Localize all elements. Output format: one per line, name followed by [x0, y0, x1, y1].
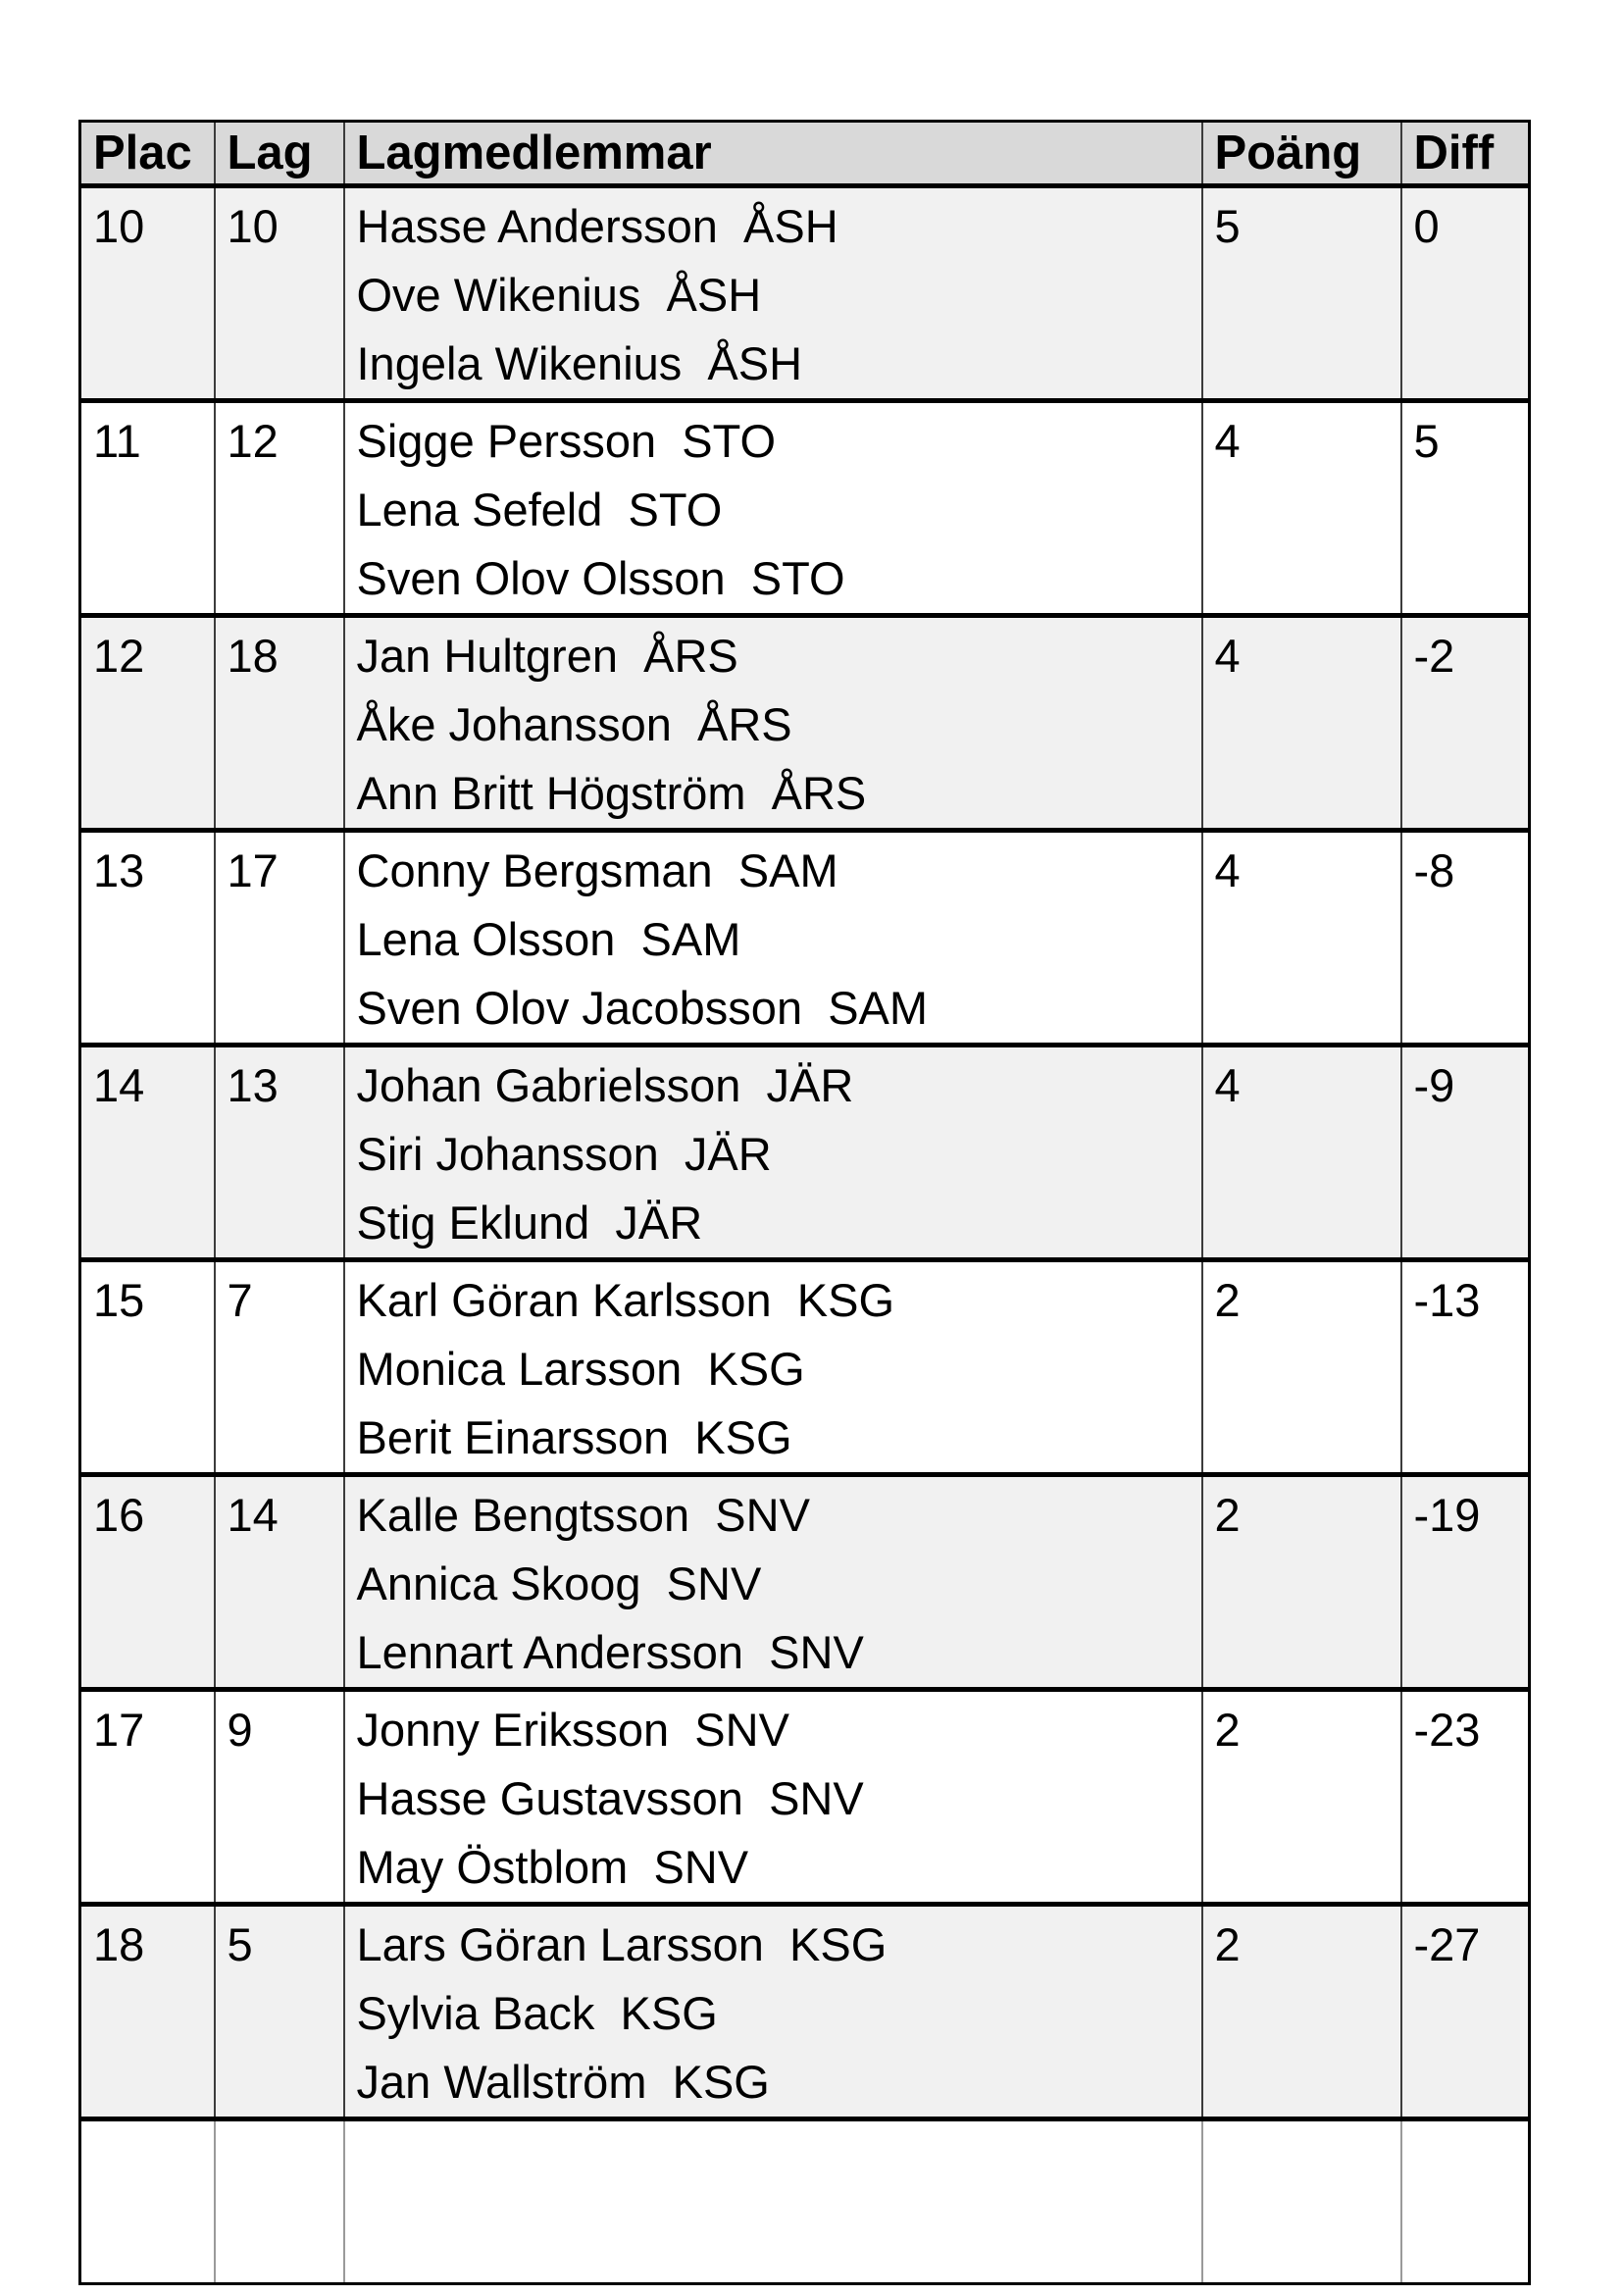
members-cell — [344, 186, 1202, 401]
plac-cell: 14 — [80, 1046, 215, 1260]
members-cell — [344, 616, 1202, 831]
table-row — [80, 1690, 1530, 1905]
poang-cell: 2 — [1202, 1690, 1401, 1905]
member-line: Berit Einarsson KSG — [356, 1411, 792, 1463]
lag-cell: 14 — [215, 1475, 344, 1690]
members-cell — [344, 2119, 1202, 2284]
poang-cell: 4 — [1202, 401, 1401, 616]
column-header-lagmedlemmar: Lagmedlemmar — [344, 122, 1202, 186]
poang-cell: 4 — [1202, 616, 1401, 831]
diff-cell: 0 — [1401, 186, 1530, 401]
members-cell — [344, 401, 1202, 616]
column-header-poang: Poäng — [1202, 122, 1401, 186]
member-line: Annica Skoog SNV — [356, 1557, 762, 1609]
plac-cell: 16 — [80, 1475, 215, 1690]
member-line: Johan Gabrielsson JÄR — [356, 1059, 854, 1111]
poang-cell: 2 — [1202, 1475, 1401, 1690]
members-cell — [344, 1905, 1202, 2119]
diff-cell: -23 — [1401, 1690, 1530, 1905]
lag-cell: 17 — [215, 831, 344, 1046]
table-row — [80, 1475, 1530, 1690]
table-header — [80, 122, 1530, 186]
plac-cell: 18 — [80, 1905, 215, 2119]
members-cell — [344, 1690, 1202, 1905]
lag-cell: 9 — [215, 1690, 344, 1905]
table-row — [80, 186, 1530, 401]
column-header-lag: Lag — [215, 122, 344, 186]
plac-cell: 12 — [80, 616, 215, 831]
lag-cell: 10 — [215, 186, 344, 401]
table-row — [80, 1905, 1530, 2119]
lag-cell — [215, 2119, 344, 2284]
plac-cell: 11 — [80, 401, 215, 616]
table-row — [80, 831, 1530, 1046]
poang-cell: 5 — [1202, 186, 1401, 401]
lag-cell: 13 — [215, 1046, 344, 1260]
member-line: Lena Olsson SAM — [356, 913, 741, 965]
table-row — [80, 1046, 1530, 1260]
lag-cell: 7 — [215, 1260, 344, 1475]
diff-cell: -2 — [1401, 616, 1530, 831]
diff-cell: 5 — [1401, 401, 1530, 616]
member-line: May Östblom SNV — [356, 1841, 749, 1893]
poang-cell: 2 — [1202, 1260, 1401, 1475]
diff-cell: -9 — [1401, 1046, 1530, 1260]
diff-cell: -27 — [1401, 1905, 1530, 2119]
member-line: Lennart Andersson SNV — [356, 1626, 864, 1678]
header-row — [80, 122, 1530, 186]
member-line: Ingela Wikenius ÅSH — [356, 337, 803, 389]
table-row — [80, 616, 1530, 831]
plac-cell — [80, 2119, 215, 2284]
poang-cell: 4 — [1202, 831, 1401, 1046]
column-header-plac: Plac — [80, 122, 215, 186]
table-row — [80, 1260, 1530, 1475]
member-line: Lars Göran Larsson KSG — [356, 1918, 888, 1970]
member-line: Sigge Persson STO — [356, 415, 777, 467]
diff-cell: -19 — [1401, 1475, 1530, 1690]
member-line: Åke Johansson ÅRS — [356, 698, 792, 750]
member-line: Karl Göran Karlsson KSG — [356, 1274, 895, 1326]
member-line: Monica Larsson KSG — [356, 1343, 805, 1395]
member-line: Jonny Eriksson SNV — [356, 1704, 789, 1756]
members-cell — [344, 831, 1202, 1046]
results-table — [78, 120, 1531, 2285]
lag-cell: 5 — [215, 1905, 344, 2119]
member-line: Ann Britt Högström ÅRS — [356, 767, 867, 819]
lag-cell: 12 — [215, 401, 344, 616]
column-header-diff: Diff — [1401, 122, 1530, 186]
member-line: Kalle Bengtsson SNV — [356, 1489, 810, 1541]
member-line: Lena Sefeld STO — [356, 484, 723, 536]
member-line: Jan Wallström KSG — [356, 2056, 770, 2108]
plac-cell: 17 — [80, 1690, 215, 1905]
poang-cell: 4 — [1202, 1046, 1401, 1260]
members-cell — [344, 1046, 1202, 1260]
member-line: Hasse Gustavsson SNV — [356, 1772, 864, 1824]
member-line: Ove Wikenius ÅSH — [356, 269, 762, 321]
diff-cell: -8 — [1401, 831, 1530, 1046]
member-line: Sven Olov Jacobsson SAM — [356, 982, 929, 1034]
member-line: Jan Hultgren ÅRS — [356, 630, 738, 682]
members-cell — [344, 1475, 1202, 1690]
member-line: Siri Johansson JÄR — [356, 1128, 772, 1180]
table-body — [80, 186, 1530, 2284]
plac-cell: 15 — [80, 1260, 215, 1475]
poang-cell — [1202, 2119, 1401, 2284]
empty-row — [80, 2119, 1530, 2284]
plac-cell: 10 — [80, 186, 215, 401]
member-line: Sven Olov Olsson STO — [356, 552, 845, 604]
members-cell — [344, 1260, 1202, 1475]
lag-cell: 18 — [215, 616, 344, 831]
diff-cell — [1401, 2119, 1530, 2284]
table-row — [80, 401, 1530, 616]
member-line: Conny Bergsman SAM — [356, 844, 838, 896]
member-line: Hasse Andersson ÅSH — [356, 200, 838, 252]
member-line: Sylvia Back KSG — [356, 1987, 718, 2039]
member-line: Stig Eklund JÄR — [356, 1197, 703, 1249]
plac-cell: 13 — [80, 831, 215, 1046]
poang-cell: 2 — [1202, 1905, 1401, 2119]
diff-cell: -13 — [1401, 1260, 1530, 1475]
